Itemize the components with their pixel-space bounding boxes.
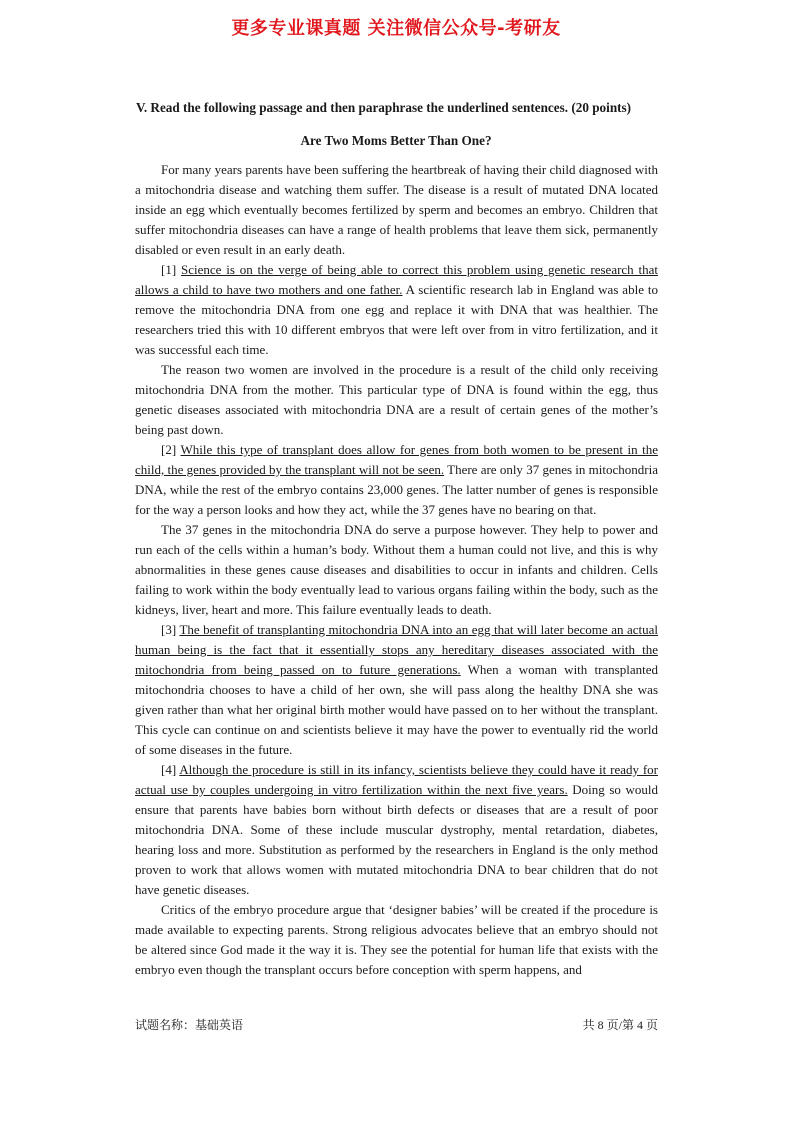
paragraph	[135, 360, 658, 440]
page-footer	[135, 1016, 658, 1033]
paragraph-text: For many years parents have been suffering the heartbreak of having their child diagnosed with a mitochondria disease and watching them suffer. The disease is a result of mutated DNA located inside an egg which eventually becomes fertilized by sperm and becomes an embryo. Children that suffer mitochondria diseases can have a range of health problems that leave them sick, permanently disabled or even result in an early death.	[135, 162, 658, 257]
paragraph-number: [3]	[161, 622, 180, 637]
paragraph	[135, 160, 658, 260]
paragraph-text: When a woman with transplanted mitochondria chooses to have a child of her own, she will pass along the healthy DNA she was given rather than what her original birth mother would have passed on to her without the transplant. This cycle can continue on and scientists believe it may have the power to eventually rid the world of some diseases in the future.	[135, 662, 658, 757]
underlined-sentence: The benefit of transplanting mitochondria DNA into an egg that will later become an actual human being is the fact that it essentially stops any hereditary diseases associated with the mitochondria from being passed on to future generations.	[135, 622, 658, 677]
paragraph	[135, 260, 658, 360]
paragraph-number: [4]	[161, 762, 180, 777]
paragraph	[135, 620, 658, 760]
paragraph	[135, 900, 658, 980]
paragraph-text: A scientific research lab in England was able to remove the mitochondria DNA from one egg and replace it with DNA that was healthier. The researchers tried this with 10 different embryos that were left over from in vitro fertilization, and it was successful each time.	[135, 282, 658, 357]
underlined-sentence: Although the procedure is still in its infancy, scientists believe they could have it ready for actual use by couples undergoing in vitro fertilization within the next five years.	[135, 762, 658, 797]
passage-body	[135, 160, 658, 980]
page-number: 共 8 页/第 4 页	[582, 1018, 658, 1032]
paragraph-number: [2]	[161, 442, 181, 457]
question-heading: V. Read the following passage and then paraphrase the underlined sentences. (20 points)	[136, 100, 632, 115]
underlined-sentence: While this type of transplant does allow for genes from both women to be present in the child, the genes provided by the transplant will not be seen.	[135, 442, 658, 477]
paragraph-text: Doing so would ensure that parents have babies born without birth defects or diseases that are a result of poor mitochondria DNA. Some of these include muscular dystrophy, mental retardation, diabetes, hearing loss and more. Substitution as performed by the researchers in England is the only method proven to work that allows women with mutated mitochondria DNA to bear children that do not have genetic diseases.	[135, 782, 659, 897]
paragraph	[135, 520, 658, 620]
underlined-sentence: Science is on the verge of being able to correct this problem using genetic research that allows a child to have two mothers and one father.	[135, 262, 658, 297]
paragraph-text: The 37 genes in the mitochondria DNA do serve a purpose however. They help to power and run each of the cells within a human’s body. Without them a human could not live, and this is why abnormalities in these genes cause diseases and disabilities to occur in infants and children. Cells failing to work within the body eventually lead to various organs failing within the body, such as the kidneys, liver, heart and more. This failure eventually leads to death.	[135, 522, 658, 617]
paragraph-text: There are only 37 genes in mitochondria DNA, while the rest of the embryo contains 23,000 genes. The latter number of genes is responsible for the way a person looks and how they act, while the 37 genes have no bearing on that.	[135, 462, 658, 517]
exam-subject: 试题名称：基础英语	[135, 1018, 244, 1032]
paragraph-text: Critics of the embryo procedure argue that ‘designer babies’ will be created if the procedure is made available to expecting parents. Strong religious advocates believe that an embryo should not be altered since God made it the way it is. They see the potential for human life that exists with the embryo even though the transplant occurs before conception with sperm happens, and	[135, 902, 658, 977]
paragraph-text: The reason two women are involved in the procedure is a result of the child only receiving mitochondria DNA from the mother. This particular type of DNA is found within the egg, thus genetic diseases associated with mitochondria DNA are a result of certain genes of the mother’s being past down.	[135, 362, 658, 437]
paragraph-number: [1]	[161, 262, 181, 277]
promo-banner: 更多专业课真题 关注微信公众号-考研友	[231, 18, 561, 39]
paragraph	[135, 440, 658, 520]
paragraph	[135, 760, 658, 900]
passage-title: Are Two Moms Better Than One?	[300, 133, 492, 148]
